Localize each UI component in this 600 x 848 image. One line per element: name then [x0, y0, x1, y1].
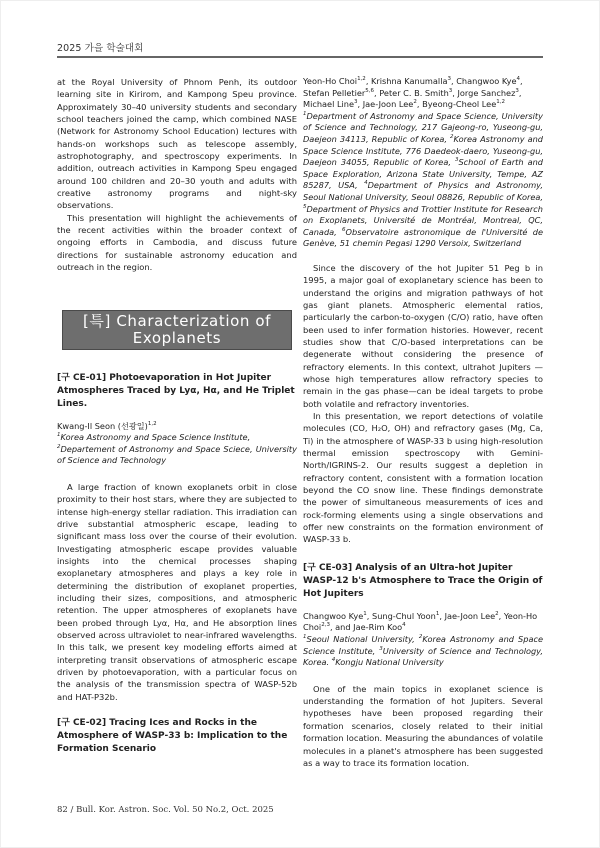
affil-sup: 3 — [454, 157, 459, 164]
affil-text: Korea Astronomy and Space Science Institute, — [60, 432, 251, 443]
author-sup: 1,2 — [147, 420, 157, 427]
author-name: Jorge Sanchez — [457, 87, 516, 98]
affil-text: Department of Astronomy and Space Science, University of Science and Technology, 217 Gajeong-ro, Yuseong-gu, Daejeon 34113, Republic of Korea, — [303, 110, 543, 144]
author-name: Jae-Joon Lee — [362, 99, 414, 110]
right-column — [303, 76, 543, 769]
ce01-affiliation-1 — [57, 432, 297, 444]
author-name: Stefan Pelletier — [303, 87, 366, 98]
section-heading: [특] Characterization of Exoplanets — [62, 310, 292, 350]
left-column — [57, 76, 297, 756]
author-sup: 3 — [447, 76, 451, 82]
intro-paragraph: at the Royal University of Phnom Penh, its outdoor learning site in Kirirom, and Kampong Speu province. Approximately 30–40 university students and secondary school teachers joined the camp, which combined NASE (Network for Astronomy School Education) lectures with hands-on workshops such as telescope assembly, astrophotography, and spectroscopy experiments. In addition, outreach activities in Kampong Speu engaged around 100 children and 20–30 youth and adults with creative astronomy programs and night-sky observations. — [57, 77, 297, 211]
affil-text: Observatoire astronomique de l'Université de Genève, 51 chemin Pegasi 1290 Versoix, Switzerland — [303, 226, 543, 249]
affil-sup: 2 — [418, 634, 423, 640]
affil-sup: 2 — [57, 443, 61, 450]
author-sup: 1,2 — [357, 76, 366, 82]
ce03-abstract: One of the main topics in exoplanet science is understanding the formation of hot Jupiters. Several hypotheses have been proposed regarding their formation scenarios, closely related to their initial formation location. Measuring the abundances of volatile molecules in a planet's atmosphere has been suggested as a way to trace its formation location. — [303, 683, 543, 768]
author-sup: 3 — [448, 87, 453, 94]
affil-sup: 6 — [342, 226, 346, 233]
affil-sup: 1 — [303, 634, 307, 640]
affil-sup: 4 — [364, 180, 368, 187]
closing-paragraph: This presentation will highlight the achievements of the recent activities within the broader context of ongoing efforts in Cambodia, and discuss future directions for sustainable astronomy education and outreach in the region. — [57, 212, 297, 273]
running-header: 2025 가을 학술대회 — [57, 43, 144, 54]
affil-text: Korea Astronomy and Space Science Institute, — [303, 634, 544, 656]
header-rule — [57, 56, 543, 58]
author-name: Sung-Chul Yoon — [372, 610, 436, 621]
affil-text: Department of Physics and Astronomy, Seoul National University, Seoul 08826, Republic of Korea, — [303, 180, 543, 202]
ce01-authors — [57, 421, 297, 433]
footer-citation: 82 / Bull. Kor. Astron. Soc. Vol. 50 No.2, Oct. 2025 — [57, 805, 274, 815]
ce01-abstract: A large fraction of known exoplanets orbit in close proximity to their host stars, where they are subjected to intense high-energy stellar radiation. This irradiation can drive substantial atmospheric escape, leading to significant mass loss over the course of their evolution. Investigating atmospheric escape provides valuable insights into the chemical processes shaping exoplanetary atmospheres and plays a key role in determining the distribution of exoplanet properties, including their sizes, compositions, and atmospheric retention. The upper atmospheres of exoplanets have been probed through Lyα, Hα, and He absorption lines observed across ultraviolet to near-infrared wavelengths. In this talk, we present key modeling efforts aimed at interpreting transit observations of atmospheric escape driven by photoevaporation, with a particular focus on the analysis of the transmission spectra of WASP-52b and HAT-P32b. — [57, 481, 297, 702]
affil-sup: 3 — [379, 645, 383, 652]
author-sup: 1 — [435, 610, 440, 617]
author-sup: 5,6 — [365, 87, 375, 94]
author-sup: 4 — [402, 622, 406, 629]
affil-sup: 2 — [450, 133, 454, 140]
affil-text: Korea Astronomy and Space Science Institute, 776 Daedeok-daero, Yuseong-gu, Daejeon 34055, Republic of Korea, — [303, 133, 543, 168]
author-sup: 3 — [515, 87, 519, 94]
author-name: Changwoo Kye — [303, 610, 364, 621]
author-sup: 1,2 — [496, 99, 505, 106]
affil-text: Seoul National University, — [306, 634, 419, 644]
author-name: Changwoo Kye — [456, 76, 517, 86]
author-name: Jae-Joon Lee — [444, 610, 496, 621]
ce01-title: [구 CE-01] Photoevaporation in Hot Jupiter Atmospheres Traced by Lyα, Hα, and He Triplet Lines. — [57, 372, 295, 409]
ce03-title: [구 CE-03] Analysis of an Ultra-hot Jupiter WASP-12 b's Atmosphere to Trace the Origin of Hot Jupiters — [303, 562, 543, 599]
author-sup: 2 — [413, 99, 417, 106]
ce03-authors: Changwoo Kye$^1$, Sung-Chul Yoon$^1$, Jae-Joon Lee$^2$, Yeon-Ho Choi$^{2,3}$, and Jae-Rim Koo$^4$ — [303, 610, 538, 633]
ce03-affiliations — [303, 634, 543, 669]
author-name: Peter C. B. Smith — [379, 87, 449, 98]
affil-sup: 5 — [303, 203, 307, 210]
ce02-affiliations — [303, 111, 543, 250]
author-sup: 2,3 — [321, 622, 330, 629]
author-sup: 1 — [363, 610, 367, 617]
ce02-title: [구 CE-02] Tracing Ices and Rocks in the Atmosphere of WASP-33 b: Implication to the Formation Scenario — [57, 718, 288, 755]
author-sup: 3 — [354, 99, 358, 106]
author-sup: 4 — [516, 76, 521, 82]
author-name: Yeon-Ho Choi — [303, 610, 538, 633]
affil-text: Departement of Astronomy and Space Sciece, University of Science and Technology — [57, 443, 297, 466]
author-name: Yeon-Ho Choi — [303, 76, 358, 86]
ce01-affiliation-2 — [57, 444, 297, 467]
author-sup: 2 — [495, 610, 499, 617]
affil-sup: 1 — [57, 432, 61, 439]
author-name: Michael Line — [303, 99, 355, 110]
ce02-authors: Yeon-Ho Choi$^{1,2}$, Krishna Kanumalla$^3$, Changwoo Kye$^4$, Stefan Pelletier$^{5,6}$, Peter C. B. Smith$^3$, Jorge Sanchez$^3$, Michael Line$^3$, Jae-Joon Lee$^2$, Byeong-Cheol Lee$^{1,2}$ — [303, 76, 523, 110]
affil-text: Kongju National University — [335, 657, 444, 668]
affil-text: Department of Physics and Trottier Institute for Research on Exoplanets, Université de Montréal, Montreal, QC, Canada, — [303, 203, 543, 237]
ce02-paragraph-1: Since the discovery of the hot Jupiter 51 Peg b in 1995, a major goal of exoplanetary science has been to understand the origins and migration pathways of hot gas giant planets. Atmospheric elemental ratios, particularly the carbon-to-oxygen (C/O) ratio, have often been used to infer formation histories. However, recent studies show that C/O-based interpretations can be degenerate without considering the presence of refractory elements. In this context, ultrahot Jupiters —whose high temperatures allow refractory species to remain in the gas phase—can be ideal targets to probe both volatile and refractory inventories. — [303, 262, 543, 409]
ce02-paragraph-2: In this presentation, we report detections of volatile molecules (CO, H₂O, OH) and refractory gases (Mg, Ca, Ti) in the atmosphere of WASP-33 b using high-resolution thermal emission spectroscopy with Gemini-North/IGRINS-2. Our results suggest a depletion in refractory content, consistent with a formation location beyond the CO snow line. These findings demonstrate the power of simultaneous measurements of ices and rock-forming elements using a single observations and offer new constraints on the formation environment of WASP-33 b. — [303, 411, 543, 545]
affil-sup: 1 — [303, 110, 307, 117]
author-name: Jae-Rim Koo — [353, 622, 403, 633]
affil-text: School of Earth and Space Exploration, Arizona State University, Tempe, AZ 85287, USA, — [303, 157, 543, 191]
affil-text: University of Science and Technology, Korea. — [303, 645, 543, 668]
author-name: Krishna Kanumalla — [371, 76, 448, 86]
affil-sup: 4 — [331, 657, 336, 664]
author-name: Byeong-Cheol Lee — [422, 99, 497, 110]
author-name: Kwang-Il Seon (선광일) — [57, 420, 148, 431]
